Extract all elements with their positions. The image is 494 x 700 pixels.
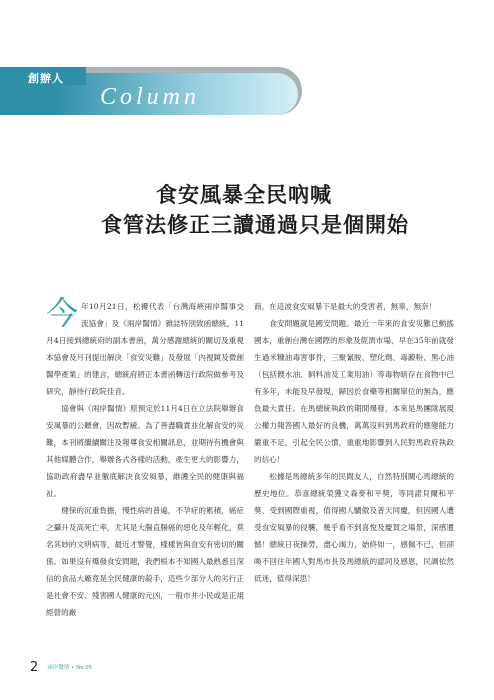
article-headline <box>0 180 494 240</box>
paragraph-3-continued: 商，在這波食安風暴下是最大的受害者，無辜，無奈！ <box>254 302 437 311</box>
section-label: 創辦人 <box>28 72 64 85</box>
publication-name: 兩岸醫情 • No.05 <box>47 665 93 671</box>
headline-line-1: 食安風暴全民吶喊 <box>156 182 332 207</box>
paragraph-1-text: 年10月21日，松擾代表「台灣海峽兩岸醫事交流協會」及《兩岸醫情》雜誌特別致函總統，11月4日接到總統府的副本書函，萬分感謝總統的關切及重視本協會及月刊提出解決「食安災難」及發展「內視鏡及微創醫學產業」的建言，總統府將正本書函轉送行政院做參考及研究，靜待行政院佳音。 <box>46 302 244 396</box>
article-column-left <box>46 294 244 621</box>
paragraph-3: 健保的沉重負擔，慢性病的普遍，不孕症的累積，癌症之攝升及高死亡率，尤其是大腸直腸癌的惡化及年輕化，莫名其妙的文明病等，最近才警覺，樣樣皆與食安有密切的關係。如果沒有爆發食安問題，我們根本不知國人最熟悉且深信的食品大廠竟是全民健康的殺手，這些少部分人的劣行正是社會不安、殘害國人健康的元凶，一般市井小民或是正規經營的廠 <box>46 506 244 617</box>
page-footer <box>30 656 92 675</box>
drop-cap: 今 <box>46 294 79 332</box>
paragraph-1 <box>46 294 244 400</box>
page-number: 2 <box>30 660 39 675</box>
paragraph-4: 食安問題就是國安問題。最近一年來的食安災難已動搖國本，重創台灣在國際的形象及經濟市場，早在35年前就發生過米糠油毒害事件，三聚氰胺、塑化劑、毒澱粉、黑心油（包括餿水油、飼料油及工業用油）等毒物暗存在食物中已有多年，未能及早發現，歸因於食藥等相關單位的無為，應負最大責任。在馬總統執政的期間爆發，本來是馬團隊展現公權力報答國人最好的良機，萬萬沒料到馬政府的應變能力嚴重不足，引起全民公憤，重重地影響到人民對馬政府執政的信心！ <box>254 319 454 464</box>
paragraph-2: 協會與《兩岸醫情》原預定於11月4日在立法院舉辦食安風暴的公聽會，因故暫緩。為了善盡職責並化解食安的災難，本刊將繼續關注及報導食安相關訊息，並期待有機會與其他媒體合作，舉辦各式各樣的活動，產生更大的影響力，協助政府盡早並徹底解決食安風暴，維護全民的健康與福祉。 <box>46 404 244 498</box>
article-column-right <box>254 298 454 587</box>
paragraph-5: 松據是馬總統多年的民間友人，自然特別關心馬總統的歷史地位。恭喜總統榮獲文森麥和平獎，等同諾貝爾和平獎，受到國際重視，值得國人驕傲及普天同慶，但因國人遭受食安風暴的侵襲，幾乎看不到喜悅及慶賀之場景，深感遺憾！總統日夜操勞，盡心竭力，始終如一，感佩不已，但卻喚不回往年國人對馬市長及馬總統的認同及感恩，民調依然低迷，值得深思！ <box>254 472 454 583</box>
headline-line-2: 食管法修正三讀通過只是個開始 <box>101 212 409 237</box>
section-title: Column <box>100 84 201 110</box>
